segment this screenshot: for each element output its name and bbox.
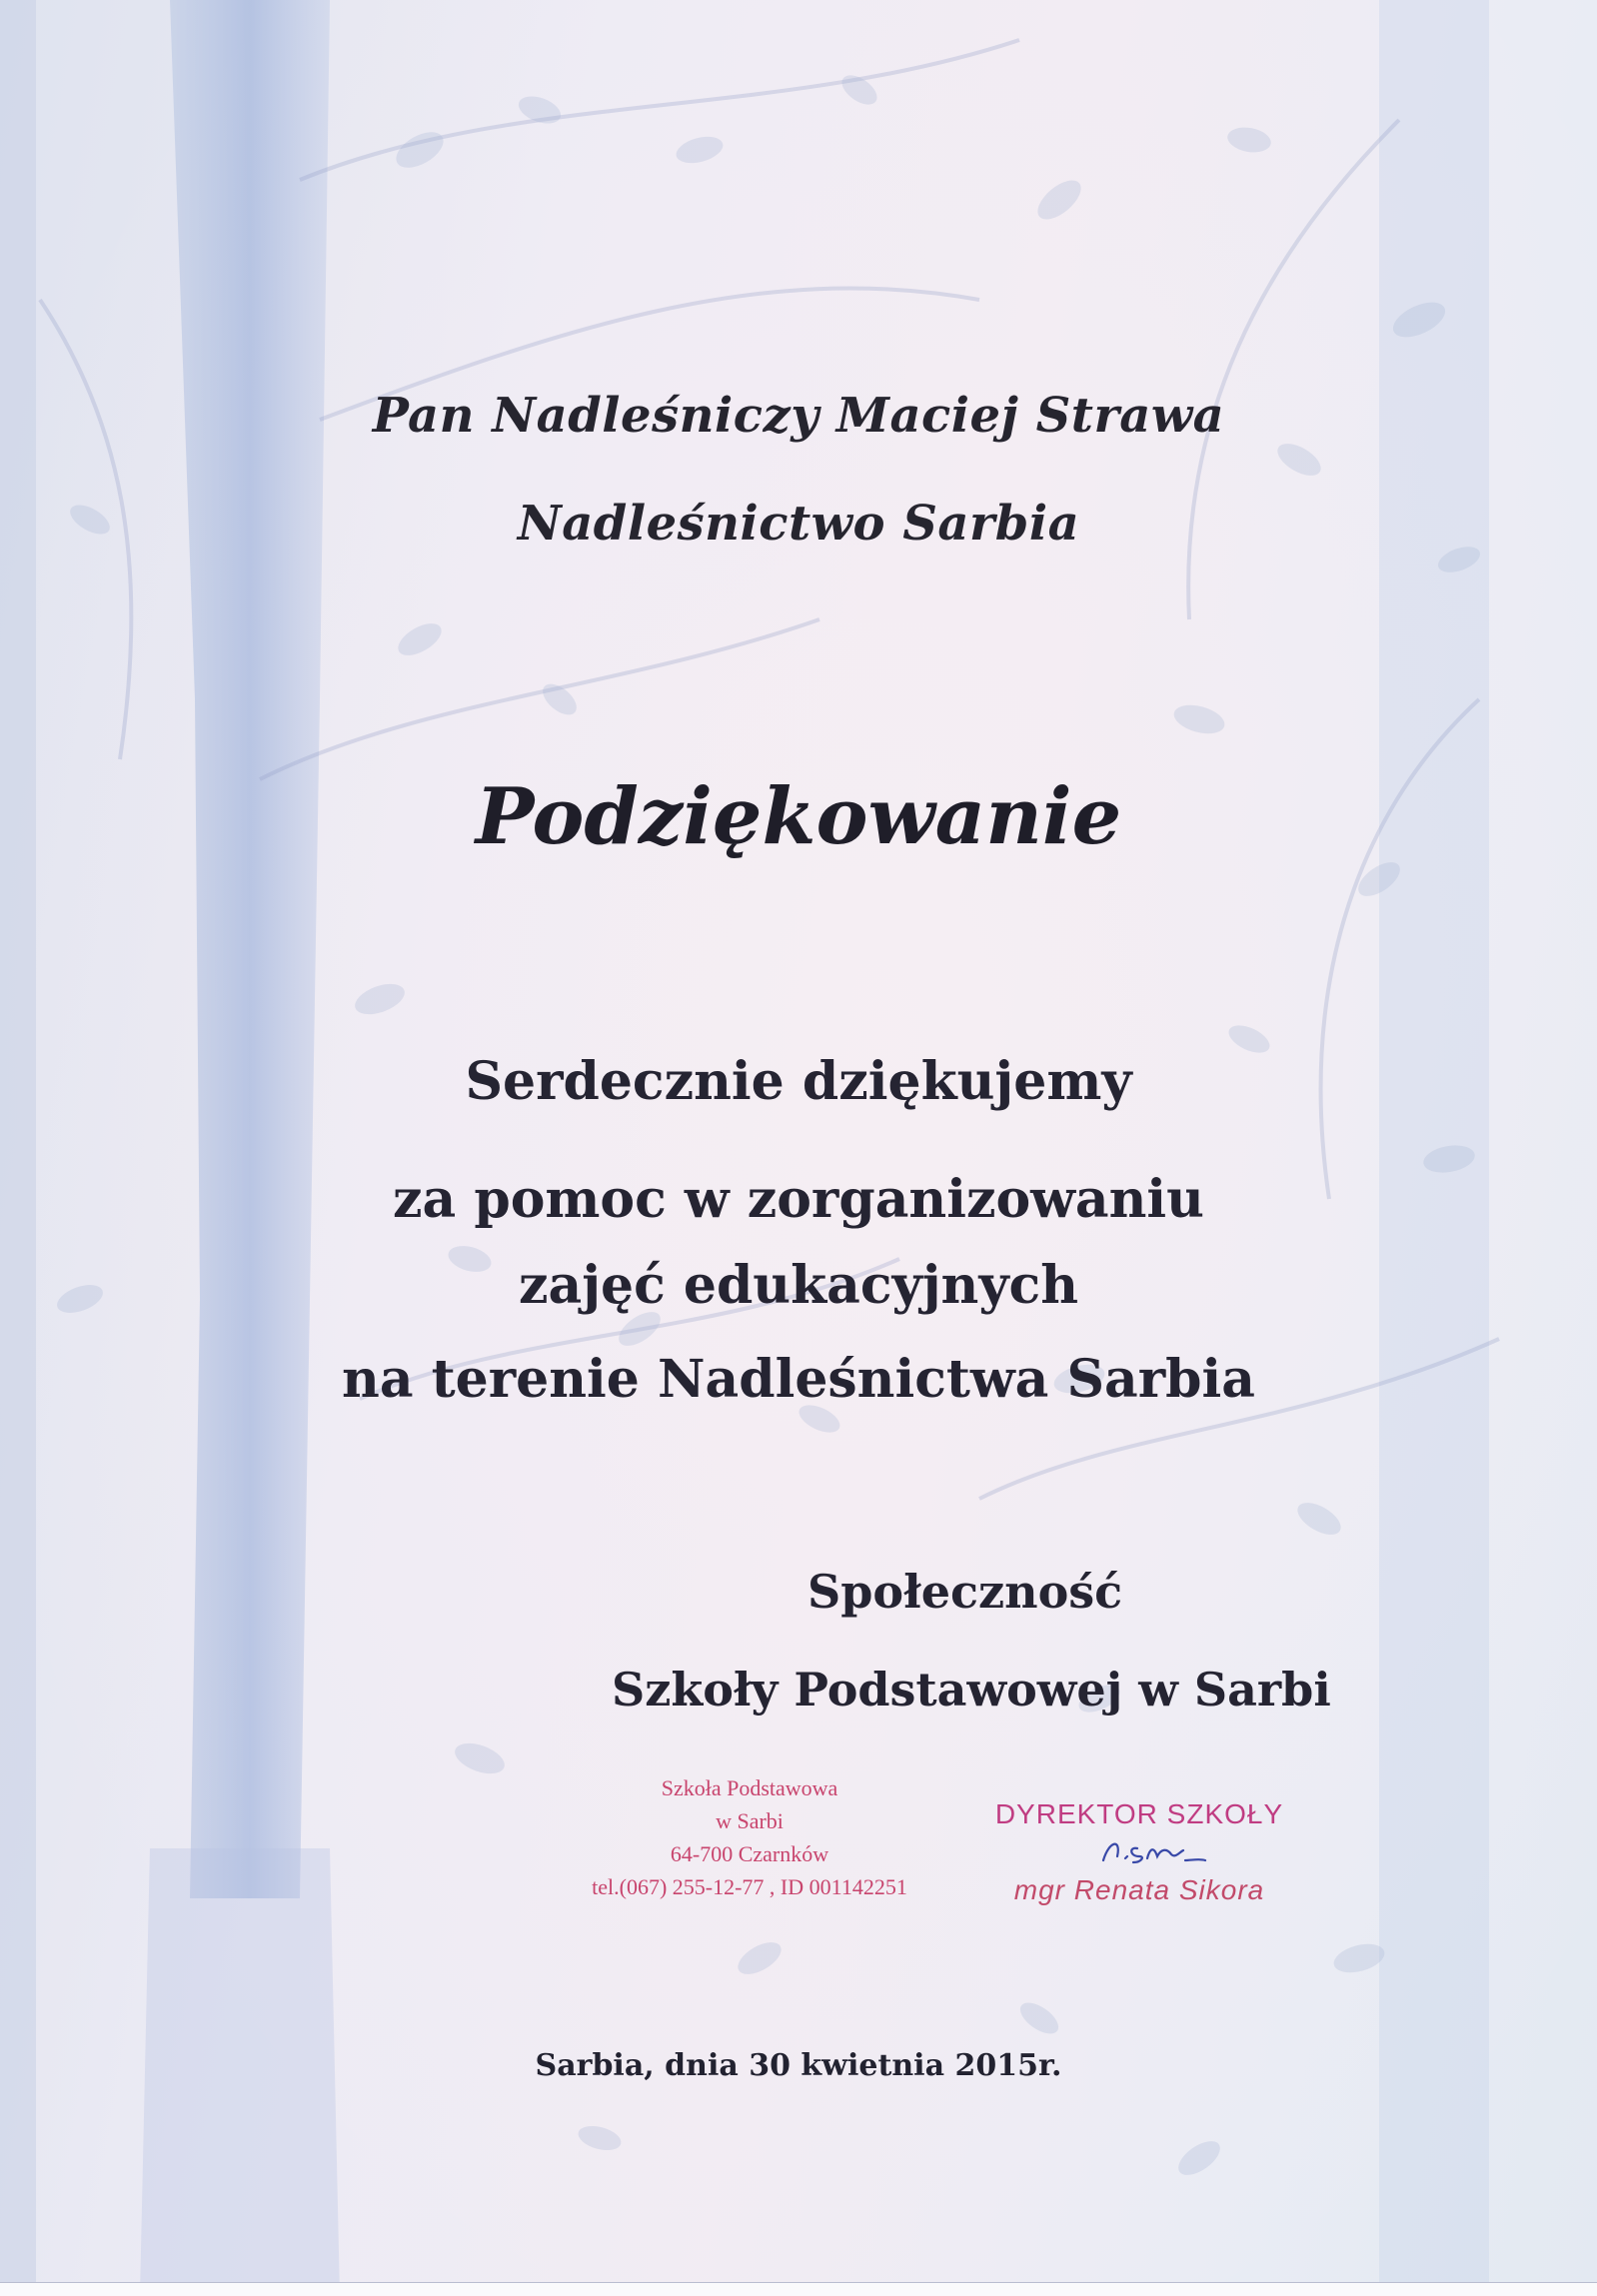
school-stamp-line-3: 64-700 Czarnków <box>670 1841 829 1866</box>
signature-line-school: Szkoły Podstawowej w Sarbi <box>612 1663 1331 1717</box>
director-name: mgr Renata Sikora <box>1013 1874 1265 1905</box>
director-signature <box>1029 1830 1249 1874</box>
document-title: Podziękowanie <box>475 771 1122 862</box>
recipient-institution: Nadleśnictwo Sarbia <box>517 496 1080 552</box>
body-line-classes: zajęć edukacyjnych <box>518 1255 1079 1316</box>
school-stamp-line-1: Szkoła Podstawowa <box>661 1775 838 1800</box>
director-stamp <box>969 1798 1309 1906</box>
date-line: Sarbia, dnia 30 kwietnia 2015r. <box>535 2048 1062 2083</box>
body-line-area: na terenie Nadleśnictwa Sarbia <box>342 1349 1255 1410</box>
body-line-thanks: Serdecznie dziękujemy <box>465 1051 1132 1112</box>
recipient-name: Pan Nadleśniczy Maciej Strawa <box>372 388 1225 444</box>
body-line-help: za pomoc w zorganizowaniu <box>393 1169 1204 1230</box>
director-stamp-title: DYREKTOR SZKOŁY <box>994 1798 1284 1829</box>
signature-line-community: Społeczność <box>807 1565 1123 1619</box>
school-stamp-line-4: tel.(067) 255-12-77 , ID 001142251 <box>592 1874 907 1899</box>
school-stamp-line-2: w Sarbi <box>716 1808 784 1833</box>
school-stamp <box>560 1771 939 1903</box>
scan-bottom-edge <box>0 2282 1597 2296</box>
